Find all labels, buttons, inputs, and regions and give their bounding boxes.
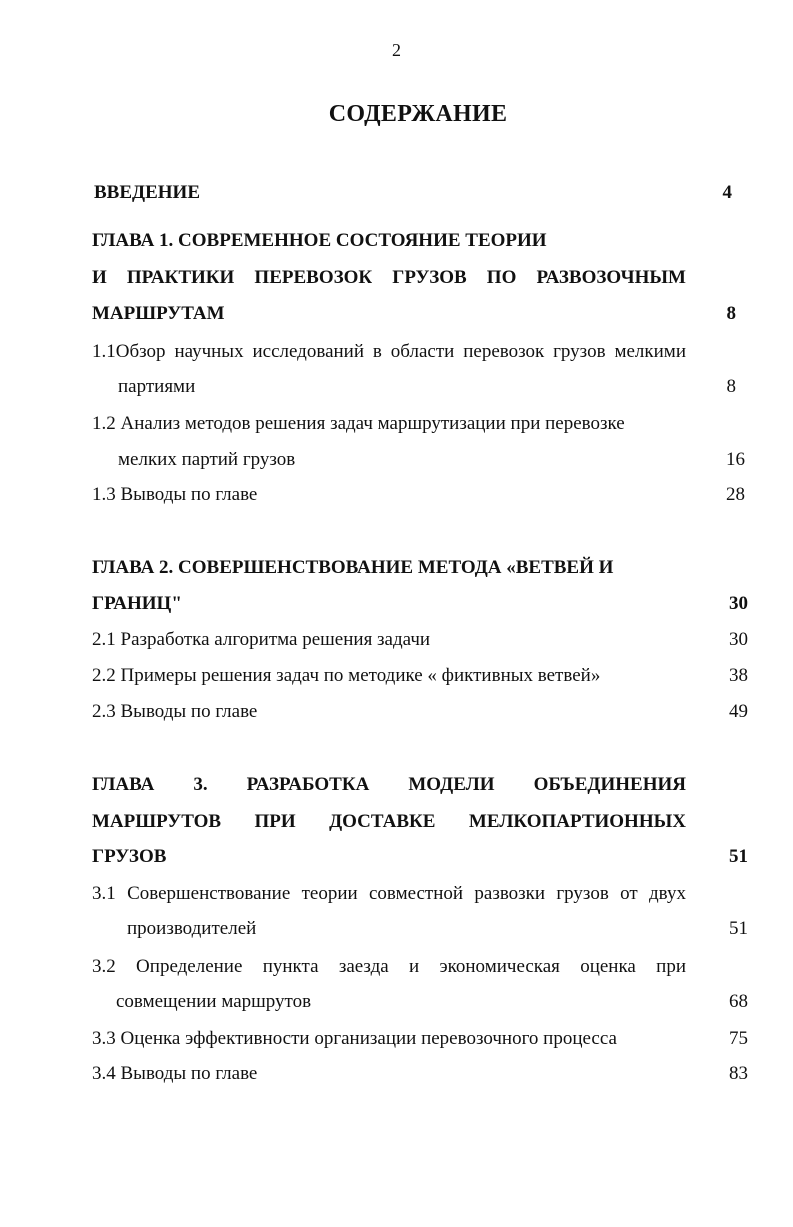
toc-chapter1-line2: И ПРАКТИКИ ПЕРЕВОЗОК ГРУЗОВ ПО РАЗВОЗОЧНЫМ [92,267,686,288]
toc-intro-page: 4 [722,182,732,203]
toc-chapter3-line3: ГРУЗОВ [92,846,167,867]
toc-section-3-1-line1: 3.1 Совершенствование теории совместной развозки грузов от двух [92,883,686,904]
toc-chapter2-page: 30 [729,593,748,614]
toc-section-1-1-line2: партиями [118,376,196,397]
toc-chapter1-line1: ГЛАВА 1. СОВРЕМЕННОЕ СОСТОЯНИЕ ТЕОРИИ [92,230,547,251]
toc-section-2-2-page: 38 [729,665,748,686]
toc-section-1-2-line2: мелких партий грузов [118,449,296,470]
toc-section-1-3-page: 28 [726,484,745,505]
toc-section-2-3-page: 49 [729,701,748,722]
toc-section-1-2-line1: 1.2 Анализ методов решения задач маршрутизации при перевозке [92,413,625,434]
toc-section-3-1-page: 51 [729,918,748,939]
toc-section-1-1-line1: 1.1Обзор научных исследований в области перевозок грузов мелкими [92,341,686,362]
page-title: СОДЕРЖАНИЕ [328,101,508,127]
toc-intro-label: ВВЕДЕНИЕ [94,182,200,203]
toc-chapter3-line1: ГЛАВА 3. РАЗРАБОТКА МОДЕЛИ ОБЪЕДИНЕНИЯ [92,774,686,795]
toc-section-2-2-line1: 2.2 Примеры решения задач по методике « фиктивных ветвей» [92,665,601,686]
toc-section-3-3-page: 75 [729,1028,748,1049]
toc-section-1-3-line1: 1.3 Выводы по главе [92,484,258,505]
toc-chapter2-line1: ГЛАВА 2. СОВЕРШЕНСТВОВАНИЕ МЕТОДА «ВЕТВЕЙ И [92,557,614,578]
toc-chapter1-line3: МАРШРУТАМ [92,303,225,324]
toc-section-3-4-page: 83 [729,1063,748,1084]
toc-section-3-2-line1: 3.2 Определение пункта заезда и экономическая оценка при [92,956,686,977]
toc-section-1-1-page: 8 [726,376,736,397]
page-number: 2 [392,40,401,60]
toc-section-2-1-page: 30 [729,629,748,650]
toc-chapter2-line2: ГРАНИЦ" [92,593,182,614]
toc-section-3-4-line1: 3.4 Выводы по главе [92,1063,258,1084]
toc-chapter1-page: 8 [726,303,736,324]
toc-section-2-3-line1: 2.3 Выводы по главе [92,701,258,722]
toc-section-3-3-line1: 3.3 Оценка эффективности организации перевозочного процесса [92,1028,617,1049]
toc-section-3-1-line2: производителей [127,918,257,939]
toc-section-3-2-page: 68 [729,991,748,1012]
toc-section-2-1-line1: 2.1 Разработка алгоритма решения задачи [92,629,431,650]
toc-chapter3-line2: МАРШРУТОВ ПРИ ДОСТАВКЕ МЕЛКОПАРТИОННЫХ [92,811,686,832]
toc-chapter3-page: 51 [729,846,748,867]
toc-section-1-2-page: 16 [726,449,745,470]
toc-section-3-2-line2: совмещении маршрутов [116,991,312,1012]
